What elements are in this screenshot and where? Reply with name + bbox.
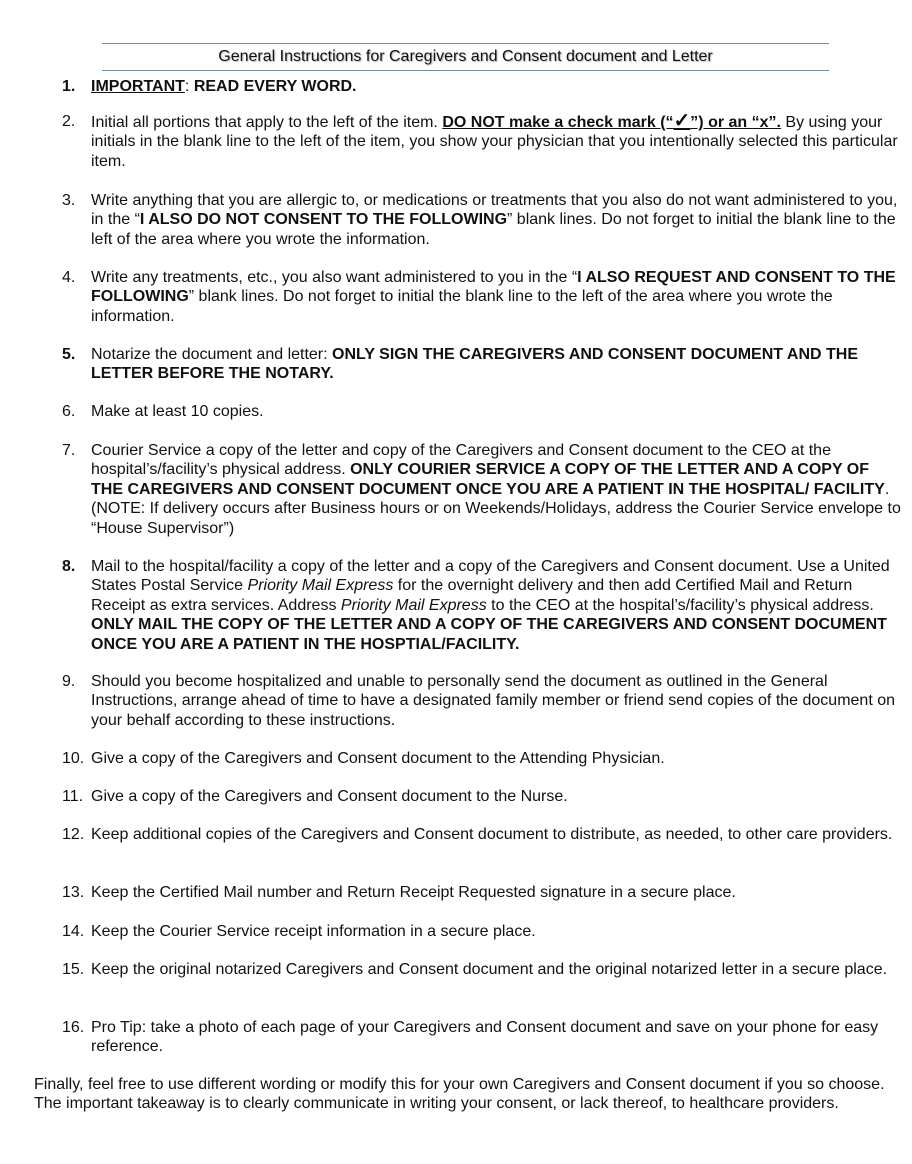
item-text: ” blank lines. Do not forget to initial the blank line to the left of the area where you wrote the information. bbox=[91, 211, 896, 248]
item-number: 15. bbox=[62, 961, 85, 978]
item-text-bold-underline: DO NOT make a check mark (“ bbox=[442, 114, 674, 131]
item-text: Mail to the hospital/facility a copy of the letter and a copy of the Caregivers and Consent document. Use a United States Postal Service bbox=[91, 558, 890, 595]
list-item bbox=[62, 883, 736, 902]
item-text-italic: Priority Mail Express bbox=[247, 577, 394, 595]
list-item bbox=[62, 77, 357, 96]
item-text: By using your initials in the blank line to the left of the item, you show your physician that you intentionally selected this particular item. bbox=[91, 114, 898, 170]
item-number: 7. bbox=[62, 442, 76, 459]
item-number: 11. bbox=[62, 788, 84, 805]
list-item bbox=[62, 922, 536, 941]
list-item bbox=[62, 1018, 902, 1057]
item-number: 10. bbox=[62, 750, 85, 767]
closing-paragraph: Finally, feel free to use different wording or modify this for your own Caregivers and Consent document if you so choose. The important takeaway is to clearly communicate in writing your consent, or lack thereof, to healthcare providers. bbox=[34, 1076, 885, 1113]
item-number: 16. bbox=[62, 1019, 85, 1036]
item-text: Give a copy of the Caregivers and Consent document to the Attending Physician. bbox=[91, 750, 665, 767]
list-item bbox=[62, 960, 887, 979]
item-text: Notarize the document and letter: bbox=[91, 346, 333, 363]
item-text: Keep the Courier Service receipt information in a secure place. bbox=[91, 923, 536, 940]
list-item bbox=[62, 749, 665, 768]
item-number: 5. bbox=[62, 346, 76, 363]
list-item bbox=[62, 268, 902, 326]
item-text: Keep the original notarized Caregivers and Consent document and the original notarized letter in a secure place. bbox=[91, 961, 888, 978]
item-text: for the overnight delivery and then add Certified Mail and Return Receipt as extra services. Address bbox=[91, 577, 853, 614]
item-number: 8. bbox=[62, 558, 76, 575]
list-item bbox=[62, 672, 902, 730]
item-text: Should you become hospitalized and unable to personally send the document as outlined in the General Instructions, arrange ahead of time to have a designated family member or friend send copies of the document on your behalf according to these instructions. bbox=[91, 673, 896, 729]
list-item bbox=[62, 557, 902, 654]
item-text: Keep the Certified Mail number and Return Receipt Requested signature in a secure place. bbox=[91, 884, 736, 901]
list-item bbox=[62, 787, 568, 806]
list-item bbox=[62, 191, 902, 249]
item-text: Pro Tip: take a photo of each page of your Caregivers and Consent document and save on your phone for easy reference. bbox=[91, 1019, 879, 1056]
item-text: Write any treatments, etc., you also want administered to you in the “ bbox=[91, 269, 578, 286]
checkmark-icon: ✓ bbox=[673, 110, 691, 132]
document-title-bar bbox=[102, 43, 829, 71]
item-text-bold: I ALSO DO NOT CONSENT TO THE FOLLOWING bbox=[139, 211, 508, 229]
list-item bbox=[62, 402, 264, 421]
item-text: Initial all portions that apply to the left of the item. bbox=[91, 114, 443, 131]
item-number: 13. bbox=[62, 884, 85, 901]
item-text-bold: I ALSO REQUEST AND CONSENT TO THE FOLLOWING bbox=[91, 269, 896, 306]
item-text-bold-underline: ”) or an “x”. bbox=[690, 114, 781, 131]
item-number: 4. bbox=[62, 269, 76, 286]
item-text: ” blank lines. Do not forget to initial the blank line to the left of the area where you wrote the information. bbox=[91, 288, 833, 325]
item-text: to the CEO at the hospital’s/facility’s physical address. bbox=[486, 596, 874, 614]
item-number: 3. bbox=[62, 192, 76, 209]
item-text: Give a copy of the Caregivers and Consent document to the Nurse. bbox=[91, 788, 568, 805]
document-title: General Instructions for Caregivers and Consent document and Letter bbox=[218, 48, 713, 65]
item-text: Write anything that you are allergic to, or medications or treatments that you also do not want administered to you, in the “ bbox=[91, 192, 898, 229]
list-item bbox=[62, 441, 902, 538]
item-text-important: IMPORTANT bbox=[91, 78, 185, 95]
item-text-bold: ONLY MAIL THE COPY OF THE LETTER AND A COPY OF THE CAREGIVERS AND CONSENT DOCUMENT ONCE YOU ARE A PATIENT IN THE HOSPTIAL/FACILITY. bbox=[91, 616, 887, 653]
list-item bbox=[62, 345, 902, 384]
item-text: Keep additional copies of the Caregivers and Consent document to distribute, as needed, to other care providers. bbox=[91, 826, 893, 843]
item-number: 9. bbox=[62, 673, 76, 690]
item-text-bold: ONLY COURIER SERVICE A COPY OF THE LETTER AND A COPY OF THE CAREGIVERS AND CONSENT DOCUMENT ONCE YOU ARE A PATIENT IN THE HOSPITAL/ FACILITY bbox=[91, 461, 885, 498]
item-text: Courier Service a copy of the letter and copy of the Caregivers and Consent document to the CEO at the hospital’s/facility’s physical address. bbox=[91, 442, 831, 479]
item-text-bold: READ EVERY WORD. bbox=[193, 78, 357, 95]
item-text-bold: ONLY SIGN THE CAREGIVERS AND CONSENT DOCUMENT AND THE LETTER BEFORE THE NOTARY. bbox=[91, 346, 858, 383]
list-item bbox=[62, 825, 892, 844]
item-text: : bbox=[184, 78, 194, 95]
item-text: Make at least 10 copies. bbox=[91, 403, 264, 420]
item-number: 2. bbox=[62, 113, 76, 130]
item-text: . (NOTE: If delivery occurs after Business hours or on Weekends/Holidays, address the Courier Service envelope to “House Supervisor”) bbox=[91, 480, 901, 537]
item-number: 1. bbox=[62, 78, 76, 95]
list-item bbox=[62, 112, 902, 171]
item-number: 14. bbox=[62, 923, 85, 940]
item-text-italic: Priority Mail Express bbox=[340, 596, 487, 614]
item-number: 6. bbox=[62, 403, 76, 420]
item-number: 12. bbox=[62, 826, 85, 843]
